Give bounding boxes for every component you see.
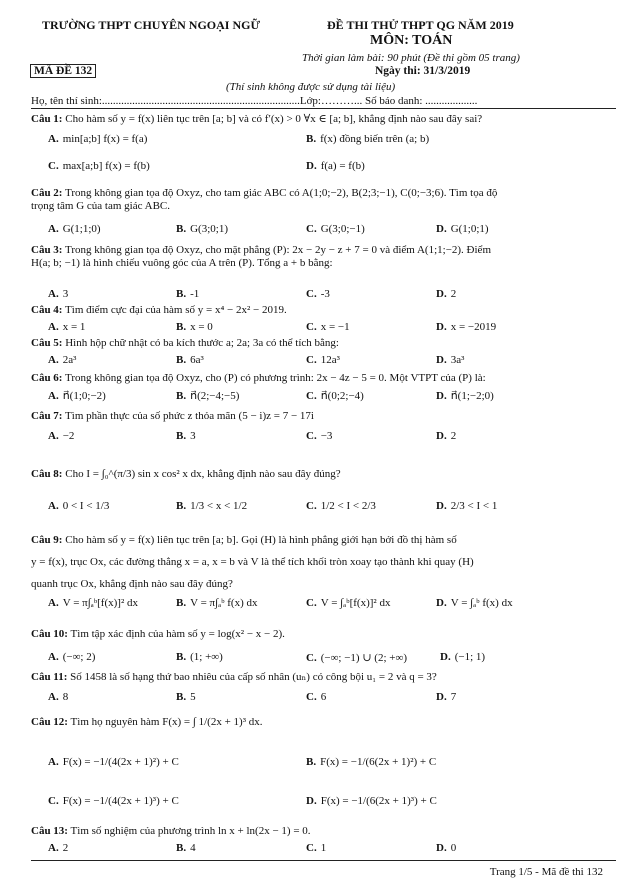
- answer-option: A. 0 < I < 1/3: [48, 500, 110, 512]
- exam-code: MÃ ĐỀ 132: [34, 65, 93, 77]
- answer-option: A. 2: [48, 842, 69, 854]
- answer-option: C. 1: [306, 842, 327, 854]
- question-4: Câu 4: Tìm điểm cực đại của hàm số y = x⁴ − 2x² − 2019.: [31, 304, 287, 316]
- exam-code-box: [30, 64, 96, 78]
- question-1: Câu 1: Cho hàm số y = f(x) liên tục trên [a; b] và có f′(x) > 0 ∀x ∈ [a; b], khẳng định nào sau đây sai?: [31, 113, 483, 125]
- question-7: Câu 7: Tìm phần thực của số phức z thỏa mãn (5 − i)z = 7 − 17i: [31, 410, 314, 422]
- question-11: Câu 11: Số 1458 là số hạng thứ bao nhiêu của cấp số nhân (uₙ) có công bội u₁ = 2 và q = 3?: [31, 671, 437, 683]
- answer-option: D. 3a³: [436, 354, 465, 366]
- answer-option: D. (−1; 1): [440, 651, 486, 663]
- exam-note: (Thí sinh không được sử dụng tài liệu): [226, 81, 396, 93]
- answer-option: B. 5: [176, 691, 196, 703]
- answer-option: A. 3: [48, 288, 69, 300]
- answer-option: A. (−∞; 2): [48, 651, 96, 663]
- duration-line: Thời gian làm bài: 90 phút (Đề thi gồm 05 trang): [302, 52, 520, 64]
- question-13: Câu 13: Tìm số nghiệm của phương trình ln x + ln(2x − 1) = 0.: [31, 825, 311, 837]
- answer-option: C. max[a;b] f(x) = f(b): [48, 160, 150, 172]
- answer-option: A. F(x) = −1/(4(2x + 1)²) + C: [48, 756, 179, 768]
- answer-option: C. 6: [306, 691, 327, 703]
- header-divider: [31, 108, 616, 109]
- answer-option: A. 2a³: [48, 354, 77, 366]
- answer-option: B. f(x) đồng biến trên (a; b): [306, 133, 430, 145]
- answer-option: D. 2: [436, 288, 457, 300]
- answer-option: C. 1/2 < I < 2/3: [306, 500, 376, 512]
- answer-option: D. n⃗(1;−2;0): [436, 390, 494, 402]
- question-9: Câu 9: Cho hàm số y = f(x) liên tục trên [a; b]. Gọi (H) là hình phẳng giới hạn bởi đồ thị hàm số y = f(x), trục Ox, các đường thẳng x = a, x = b và V là thể tích khối tròn xoay tạo thành khi quay (H) quanh trục Ox, khẳng định nào sau đây đúng?: [31, 534, 474, 590]
- footer-divider: [31, 860, 616, 861]
- answer-option: C. (−∞; −1) ∪ (2; +∞): [306, 652, 407, 664]
- answer-option: B. 6a³: [176, 354, 204, 366]
- answer-option: B. x = 0: [176, 321, 213, 333]
- answer-option: D. 7: [436, 691, 457, 703]
- answer-option: C. 12a³: [306, 354, 340, 366]
- answer-option: C. V = ∫ₐᵇ[f(x)]² dx: [306, 597, 391, 609]
- school-name: TRƯỜNG THPT CHUYÊN NGOẠI NGỮ: [42, 18, 261, 32]
- answer-option: B. -1: [176, 288, 200, 300]
- subject-title: MÔN: TOÁN: [370, 33, 453, 48]
- student-info-line: Họ, tên thí sinh:........................................................................Lớp:………... Số báo danh: ...................: [31, 95, 478, 107]
- answer-option: B. G(3;0;1): [176, 223, 228, 235]
- question-3: Câu 3: Trong không gian tọa độ Oxyz, cho mặt phẳng (P): 2x − 2y − z + 7 = 0 và điểm A(1;1;−2). Điểm H(a; b; −1) là hình chiếu vuông góc của A trên (P). Tổng a + b bằng:: [31, 244, 491, 269]
- answer-option: C. -3: [306, 288, 330, 300]
- exam-date: Ngày thi: 31/3/2019: [375, 65, 471, 77]
- answer-option: A. V = π∫ₐᵇ[f(x)]² dx: [48, 597, 138, 609]
- answer-option: B. (1; +∞): [176, 651, 223, 663]
- answer-option: D. 2/3 < I < 1: [436, 500, 498, 512]
- answer-option: A. n⃗(1;0;−2): [48, 390, 106, 402]
- answer-option: C. G(3;0;−1): [306, 223, 365, 235]
- answer-option: B. 4: [176, 842, 196, 854]
- answer-option: A. 8: [48, 691, 69, 703]
- answer-option: D. G(1;0;1): [436, 223, 489, 235]
- answer-option: C. F(x) = −1/(4(2x + 1)³) + C: [48, 795, 179, 807]
- answer-option: A. −2: [48, 430, 75, 442]
- answer-option: D. V = ∫ₐᵇ f(x) dx: [436, 597, 513, 609]
- question-12: Câu 12: Tìm họ nguyên hàm F(x) = ∫ 1/(2x + 1)³ dx.: [31, 716, 263, 728]
- answer-option: C. n⃗(0;2;−4): [306, 390, 364, 402]
- answer-option: A. x = 1: [48, 321, 86, 333]
- answer-option: D. f(a) = f(b): [306, 160, 365, 172]
- answer-option: D. 0: [436, 842, 457, 854]
- question-6: Câu 6: Trong không gian tọa độ Oxyz, cho (P) có phương trình: 2x − 4z − 5 = 0. Một VTPT của (P) là:: [31, 372, 486, 384]
- answer-option: A. min[a;b] f(x) = f(a): [48, 133, 148, 145]
- answer-option: D. x = −2019: [436, 321, 497, 333]
- question-2: Câu 2: Trong không gian tọa độ Oxyz, cho tam giác ABC có A(1;0;−2), B(2;3;−1), C(0;−3;6). Tìm tọa độ trọng tâm G của tam giác ABC.: [31, 187, 498, 212]
- answer-option: C. x = −1: [306, 321, 350, 333]
- question-8: Câu 8: Cho I = ∫₀^(π/3) sin x cos² x dx, khẳng định nào sau đây đúng?: [31, 468, 341, 480]
- answer-option: D. F(x) = −1/(6(2x + 1)³) + C: [306, 795, 437, 807]
- page-footer: Trang 1/5 - Mã đề thi 132: [489, 866, 603, 878]
- answer-option: B. F(x) = −1/(6(2x + 1)²) + C: [306, 756, 437, 768]
- answer-option: C. −3: [306, 430, 333, 442]
- answer-option: B. n⃗(2;−4;−5): [176, 390, 240, 402]
- answer-option: A. G(1;1;0): [48, 223, 101, 235]
- answer-option: B. V = π∫ₐᵇ f(x) dx: [176, 597, 258, 609]
- exam-title: ĐỀ THI THỬ THPT QG NĂM 2019: [327, 18, 514, 32]
- answer-option: B. 3: [176, 430, 196, 442]
- answer-option: D. 2: [436, 430, 457, 442]
- question-10: Câu 10: Tìm tập xác định của hàm số y = log(x² − x − 2).: [31, 628, 285, 640]
- answer-option: B. 1/3 < x < 1/2: [176, 500, 248, 512]
- question-5: Câu 5: Hình hộp chữ nhật có ba kích thước a; 2a; 3a có thể tích bằng:: [31, 337, 339, 349]
